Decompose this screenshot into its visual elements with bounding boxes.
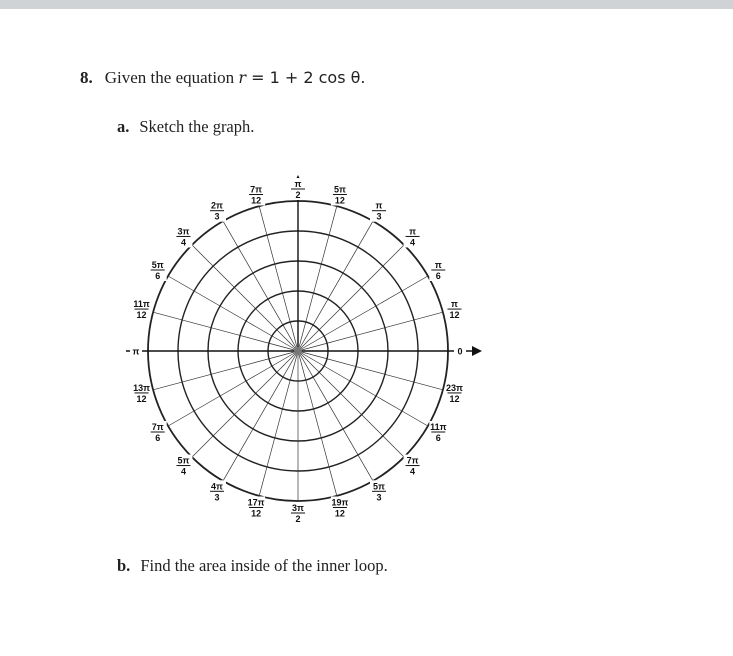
angle-label-den: 6: [435, 433, 441, 443]
grid-spoke: [356, 367, 385, 375]
part-a-text: Sketch the graph.: [139, 117, 255, 136]
grid-spoke: [356, 328, 385, 336]
angle-label-den: 12: [136, 310, 147, 321]
grid-spoke: [327, 359, 356, 367]
angle-label-num: 7π: [151, 422, 164, 432]
grid-spoke: [234, 287, 255, 308]
axis-arrow-right-icon: [472, 346, 482, 356]
grid-spoke: [319, 309, 340, 330]
grid-spoke: [414, 312, 443, 320]
angle-label: [149, 259, 167, 281]
angle-label-num: 11π: [430, 422, 447, 432]
angle-label-den: 4: [410, 466, 416, 477]
polar-graph-paper: [118, 160, 488, 530]
grid-spoke: [358, 221, 373, 247]
grid-spoke: [314, 264, 322, 293]
question-line: [80, 68, 366, 88]
grid-spoke: [153, 382, 182, 390]
angle-label: [370, 480, 388, 502]
grid-spoke: [223, 455, 238, 481]
angle-label-den: 2: [295, 190, 301, 200]
grid-spoke: [340, 287, 361, 308]
grid-spoke: [350, 306, 376, 321]
angle-label: [404, 455, 422, 477]
grid-spoke: [324, 321, 350, 336]
grid-spoke: [328, 403, 343, 429]
angle-label-den: 12: [449, 310, 460, 321]
equation-variable: r: [238, 68, 247, 87]
grid-spoke: [350, 381, 376, 396]
angle-label-num: 5π: [373, 481, 385, 492]
angle-label-num: 19π: [331, 497, 349, 508]
grid-spoke: [168, 411, 194, 426]
grid-spoke: [327, 335, 356, 343]
angle-label-num: 13π: [133, 382, 150, 393]
grid-spoke: [376, 396, 402, 411]
angle-label: [289, 178, 307, 200]
angle-label-num: π: [294, 179, 302, 189]
grid-spoke: [182, 320, 211, 328]
grid-spoke: [192, 436, 213, 457]
grid-spoke: [238, 247, 253, 273]
grid-spoke: [213, 266, 234, 287]
angle-label-num: 0: [457, 346, 463, 357]
top-bar: [0, 0, 733, 9]
grid-spoke: [234, 393, 255, 414]
grid-spoke: [329, 467, 337, 496]
grid-spoke: [240, 335, 269, 343]
grid-spoke: [253, 273, 268, 299]
part-a-label: a.: [117, 117, 130, 136]
grid-spoke: [324, 366, 350, 381]
grid-spoke: [267, 438, 275, 467]
question-prompt: Given the equation: [104, 68, 235, 87]
angle-label-num: π: [132, 346, 140, 357]
grid-spoke: [182, 374, 211, 382]
angle-label-num: 11π: [133, 299, 150, 310]
grid-spoke: [362, 266, 383, 287]
part-b: [117, 556, 388, 576]
angle-label: [208, 200, 226, 222]
angle-label-num: π: [434, 260, 442, 270]
grid-spoke: [376, 291, 402, 306]
angle-label: [289, 502, 307, 524]
angle-label-den: 12: [334, 508, 345, 519]
equation-body: = 1 + 2 cos θ: [251, 68, 361, 87]
angle-label: [133, 298, 151, 320]
angle-label: [445, 298, 463, 320]
grid-spoke: [256, 372, 277, 393]
angle-label-num: 7π: [250, 184, 263, 195]
angle-label-den: 12: [334, 195, 345, 206]
grid-spoke: [153, 312, 182, 320]
part-b-label: b.: [117, 556, 131, 575]
grid-spoke: [275, 264, 283, 293]
part-a: [117, 117, 254, 137]
grid-spoke: [240, 359, 269, 367]
grid-spoke: [192, 245, 213, 266]
angle-label-num: 3π: [292, 503, 304, 513]
grid-spoke: [328, 273, 343, 299]
grid-spoke: [402, 276, 428, 291]
grid-spoke: [385, 320, 414, 328]
grid-spoke: [414, 382, 443, 390]
angle-label: [247, 184, 265, 206]
grid-spoke: [306, 293, 314, 322]
grid-spoke: [282, 293, 290, 322]
angle-label-den: 12: [251, 508, 262, 519]
angle-label-num: 23π: [446, 382, 463, 393]
grid-spoke: [220, 381, 246, 396]
angle-label: [370, 200, 388, 222]
angle-label-den: 3: [376, 211, 382, 222]
angle-label-den: 3: [376, 492, 382, 503]
angle-label-den: 6: [435, 271, 441, 281]
grid-spoke: [383, 436, 404, 457]
angle-label: [174, 225, 192, 247]
grid-spoke: [253, 403, 268, 429]
angle-label-num: 7π: [406, 455, 419, 466]
angle-label: [454, 345, 466, 357]
angle-label: [174, 455, 192, 477]
grid-spoke: [319, 372, 340, 393]
angle-label-num: 5π: [333, 184, 346, 195]
grid-spoke: [213, 415, 234, 436]
angle-label: [331, 496, 349, 518]
grid-spoke: [256, 309, 277, 330]
grid-spoke: [358, 455, 373, 481]
angle-label: [429, 259, 447, 281]
angle-label-num: π: [409, 226, 416, 237]
pole-point: [294, 347, 302, 355]
angle-label: [208, 480, 226, 502]
angle-label-den: 4: [410, 237, 416, 248]
grid-spoke: [211, 367, 240, 375]
grid-spoke: [343, 429, 358, 455]
grid-spoke: [275, 409, 283, 438]
grid-spoke: [383, 245, 404, 266]
grid-spoke: [268, 377, 283, 403]
angle-label-den: 2: [295, 514, 301, 524]
grid-spoke: [385, 374, 414, 382]
angle-label-den: 3: [214, 492, 220, 503]
grid-spoke: [362, 415, 383, 436]
angle-label-num: π: [375, 200, 383, 211]
grid-spoke: [168, 276, 194, 291]
grid-spoke: [321, 438, 329, 467]
angle-label-num: 2π: [211, 200, 223, 211]
grid-spoke: [194, 291, 220, 306]
angle-label: [133, 382, 151, 404]
equation-period: .: [360, 68, 366, 87]
angle-label: [445, 382, 463, 404]
angle-label-den: 6: [155, 433, 161, 443]
grid-spoke: [238, 429, 253, 455]
angle-label-num: π: [451, 299, 458, 310]
grid-spoke: [306, 380, 314, 409]
grid-spoke: [220, 306, 246, 321]
angle-label: [404, 225, 422, 247]
question-number: 8.: [80, 68, 93, 87]
angle-label-den: 12: [449, 393, 460, 404]
angle-label-den: 3: [214, 211, 220, 222]
grid-spoke: [313, 377, 328, 403]
angle-label-num: 3π: [177, 226, 190, 237]
grid-spoke: [340, 393, 361, 414]
angle-label: [130, 345, 142, 357]
angle-label-den: 4: [180, 466, 186, 477]
angle-label: [247, 496, 265, 518]
grid-spoke: [268, 299, 283, 325]
grid-spoke: [223, 221, 238, 247]
grid-spoke: [211, 328, 240, 336]
grid-spoke: [259, 467, 267, 496]
grid-spoke: [246, 321, 272, 336]
grid-spoke: [321, 235, 329, 264]
grid-spoke: [194, 396, 220, 411]
angle-label-num: 17π: [247, 497, 265, 508]
polar-grid-lines: [126, 175, 482, 501]
angle-label-den: 6: [155, 271, 161, 281]
polar-equation: [238, 68, 365, 87]
angle-label: [149, 421, 167, 443]
angle-label: [331, 184, 349, 206]
angle-label-num: 5π: [151, 260, 164, 270]
grid-spoke: [313, 299, 328, 325]
grid-spoke: [402, 411, 428, 426]
grid-spoke: [246, 366, 272, 381]
angle-label-num: 4π: [211, 481, 223, 492]
angle-label-den: 4: [180, 237, 186, 248]
grid-spoke: [314, 409, 322, 438]
angle-label: [429, 421, 447, 443]
grid-spoke: [282, 380, 290, 409]
grid-spoke: [259, 206, 267, 235]
angle-label-den: 12: [251, 195, 262, 206]
part-b-text: Find the area inside of the inner loop.: [140, 556, 388, 575]
angle-label-den: 12: [136, 393, 147, 404]
angle-label-num: 5π: [177, 455, 190, 466]
grid-spoke: [343, 247, 358, 273]
grid-spoke: [329, 206, 337, 235]
grid-spoke: [267, 235, 275, 264]
